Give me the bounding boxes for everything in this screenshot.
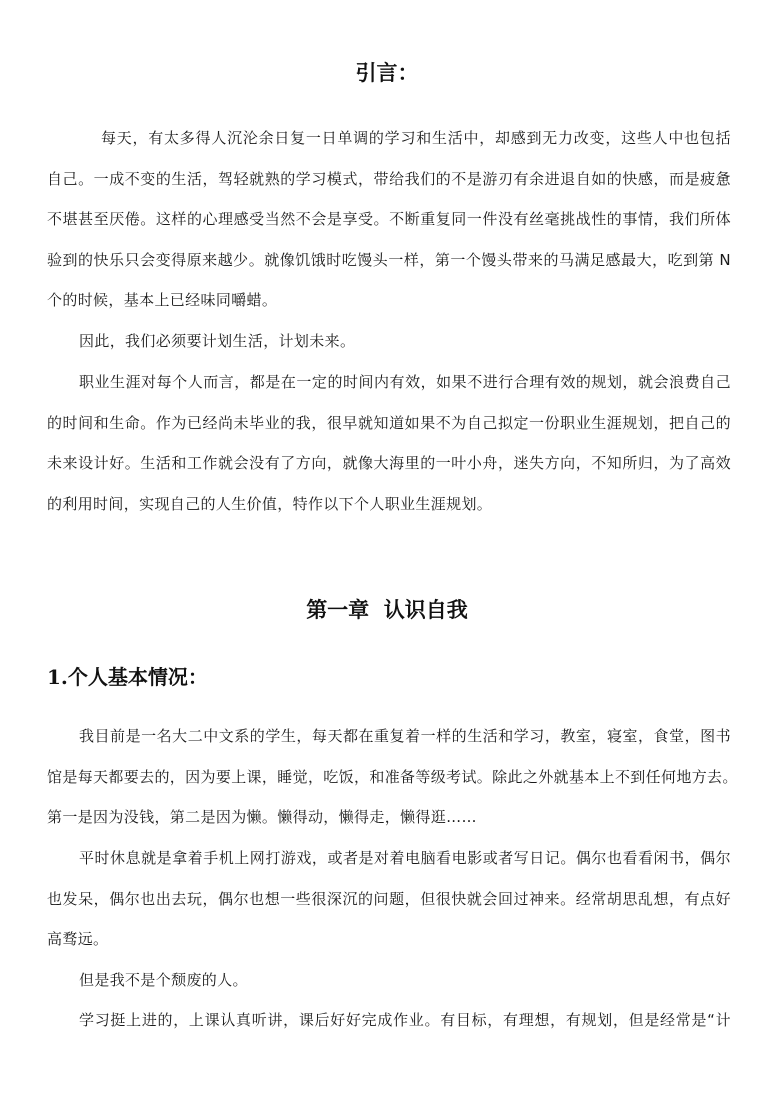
chapter-title: 第一章 认识自我 — [306, 597, 468, 622]
intro-title: 引言： — [355, 60, 419, 85]
chapter1-paragraph-1 — [47, 716, 738, 838]
intro-paragraph-2 — [47, 321, 731, 362]
paragraph-line: 验到的快乐只会变得原来越少。就像饥饿时吃馒头一样，第一个馒头带来的马满足感最大，吃到第 N — [47, 250, 731, 269]
paragraph-line: 平时休息就是拿着手机上网打游戏，或者是对着电脑看电影或者写日记。偶尔也看看闲书，偶尔 — [79, 849, 731, 867]
intro-paragraph-1 — [47, 118, 731, 321]
paragraph-line: 我目前是一名大二中文系的学生，每天都在重复着一样的生活和学习，教室，寝室，食堂，图书 — [79, 727, 731, 745]
paragraph-line: 个的时候，基本上已经味同嚼蜡。 — [47, 291, 278, 309]
paragraph-line: 但是我不是个颓废的人。 — [79, 971, 248, 989]
paragraph-line: 的时间和生命。作为已经尚未毕业的我，很早就知道如果不为自己拟定一份职业生涯规划，把自己的 — [47, 413, 731, 432]
section-title: 1.个人基本情况： — [47, 665, 208, 689]
paragraph-line: 每天，有太多得人沉沦余日复一日单调的学习和生活中，却感到无力改变，这些人中也包括 — [101, 129, 731, 147]
paragraph-line: 职业生涯对每个人而言，都是在一定的时间内有效，如果不进行合理有效的规划，就会浪费自己 — [79, 373, 731, 391]
paragraph-line: 高骛远。 — [47, 930, 109, 948]
paragraph-line: 馆是每天都要去的，因为要上课，睡觉，吃饭，和准备等级考试。除此之外就基本上不到任何地方去。 — [47, 767, 738, 786]
paragraph-line: 未来设计好。生活和工作就会没有了方向，就像大海里的一叶小舟，迷失方向，不知所归，为了高效 — [47, 454, 731, 472]
chapter1-paragraph-2 — [47, 838, 731, 960]
paragraph-line: 自己。一成不变的生活，驾轻就熟的学习模式，带给我们的不是游刃有余进退自如的快感，而是疲惫 — [47, 169, 731, 188]
paragraph-line: 因此，我们必须要计划生活，计划未来。 — [79, 332, 356, 350]
paragraph-line: 不堪甚至厌倦。这样的心理感受当然不会是享受。不断重复同一件没有丝毫挑战性的事情，我们所体 — [47, 210, 731, 228]
paragraph-line: 学习挺上进的，上课认真听讲，课后好好完成作业。有目标，有理想，有规划，但是经常是“计 — [79, 1011, 731, 1029]
paragraph-line: 第一是因为没钱，第二是因为懒。懒得动，懒得走，懒得逛…… — [47, 808, 477, 826]
paragraph-line: 也发呆，偶尔也出去玩，偶尔也想一些很深沉的问题，但很快就会回过神来。经常胡思乱想，有点好 — [47, 889, 731, 908]
intro-paragraph-3 — [47, 362, 731, 524]
chapter1-paragraph-4 — [47, 1000, 731, 1041]
chapter1-paragraph-3 — [47, 960, 731, 1001]
paragraph-line: 的利用时间，实现自己的人生价值，特作以下个人职业生涯规划。 — [47, 494, 493, 513]
